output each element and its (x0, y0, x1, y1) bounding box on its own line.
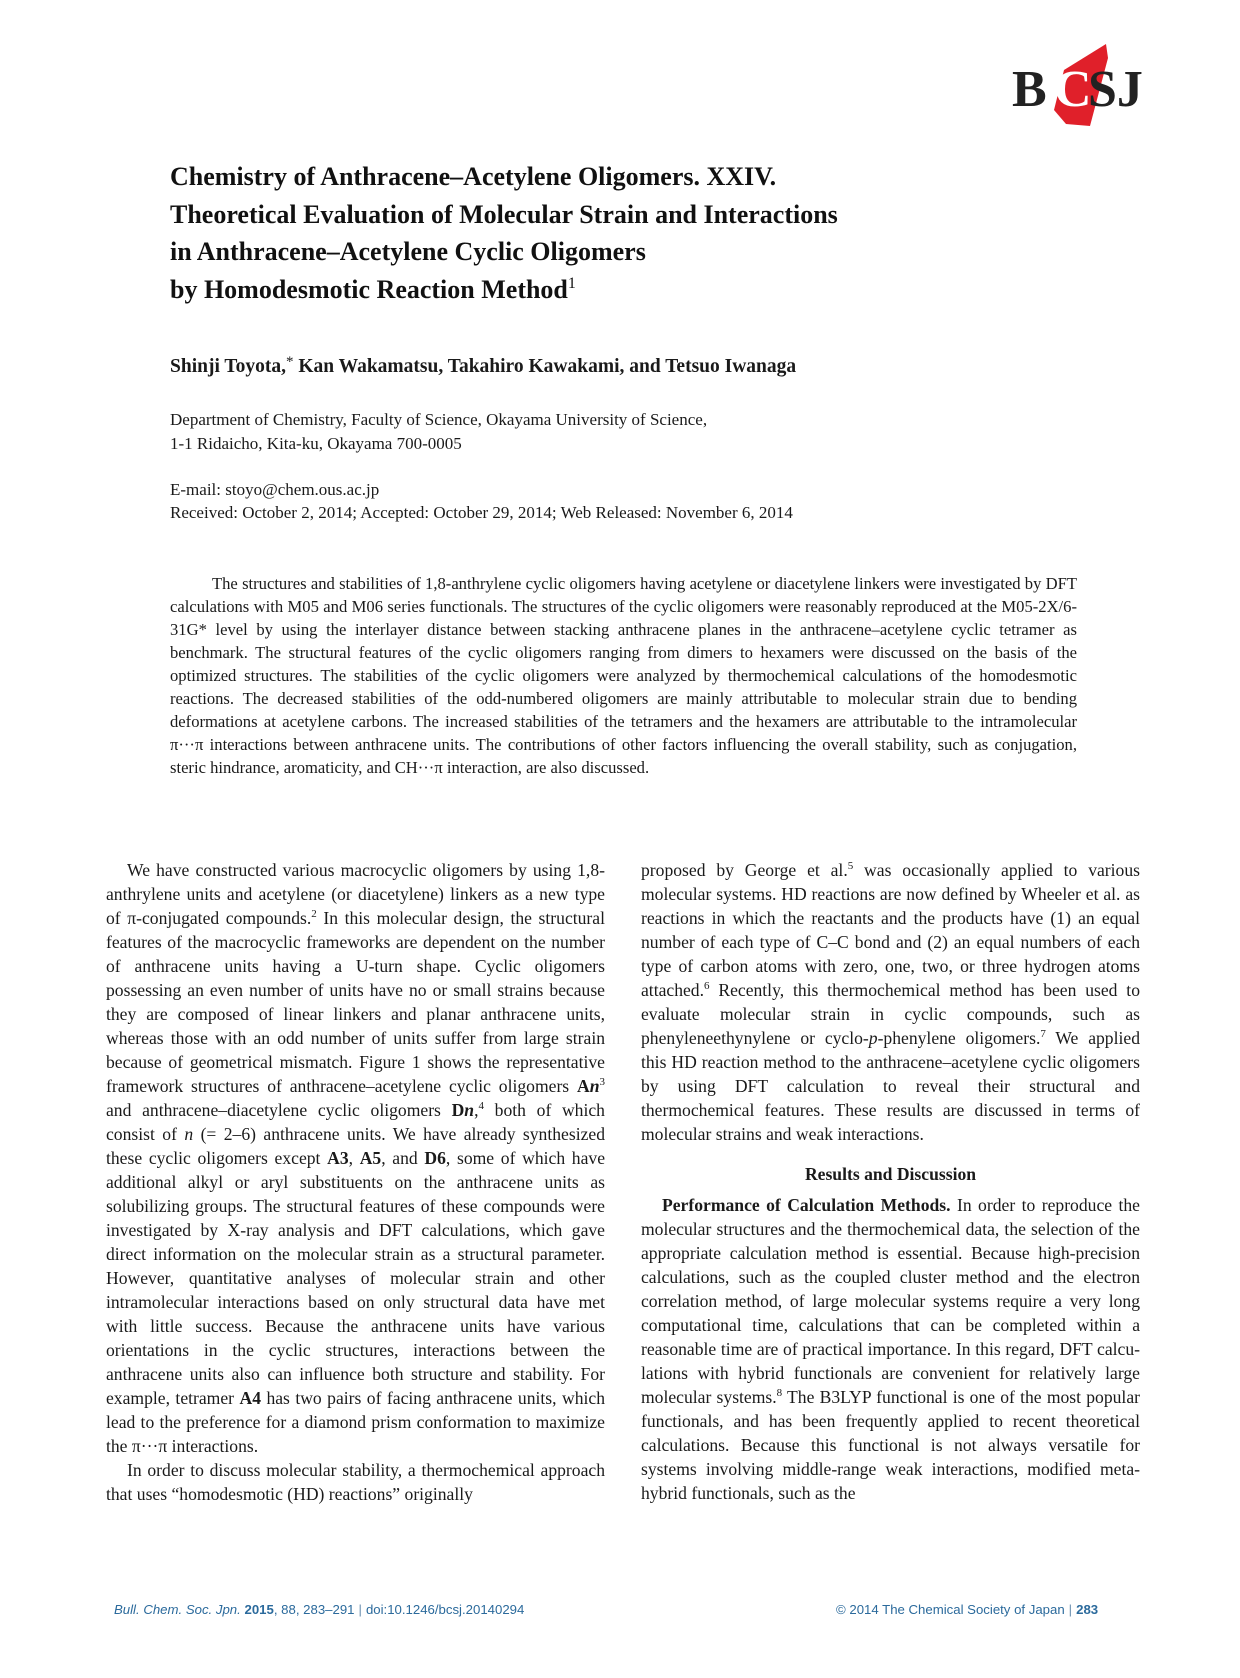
text-span: We have constructed various macrocyclic oligomers by using 1,8-anthrylene units and acetylene (or diacetylene) linkers as a new type of π-conjugated compounds. (106, 860, 605, 928)
text-span: (= 2–6) anthracene units. We have already synthesized these cyclic oligomers except (106, 1124, 605, 1168)
logo-letter-c: C (1054, 61, 1092, 118)
citation-ref: 7 (1040, 1028, 1046, 1040)
title-footnote-ref: 1 (567, 274, 576, 292)
author-first: Shinji Toyota, (170, 356, 286, 377)
text-span: and anthracene–diacetylene cyclic oligomers (106, 1100, 452, 1120)
text-span: Recently, this thermochemical method has been used to evaluate molecular strain in cyclic compounds, such as phenyleneethynylene or cyclo- (641, 980, 1140, 1048)
abstract: The structures and stabilities of 1,8-anthrylene cyclic oligomers having acetylene or diacetylene linkers were investigated by DFT calculations with M05 and M06 series functionals. The structures of the cyclic oligomers were reasonably reproduced at the M05-2X/6-31G* level by using the interlayer distance between stacking anthracene planes in the anthracene–acetylene cyclic tetramer as benchmark. The structural features of the cyclic oligomers ranging from dimers to hexamers were discussed on the basis of the optimized structures. The stabilities of the cyclic oligomers were analyzed by thermochemical calculations of the homodesmotic reactions. The decreased stabilities of the odd-numbered oligomers are mainly attributable to molecular strain due to bending deformations at acetylene carbons. The increased stabilities of the tetramers and the hexamers are attributable to the intramolecular π···π interactions between anthracene units. The contributions of other factors influencing the overall stability, such as conjugation, steric hindrance, aromaticity, and CH···π interaction, are also discussed. (170, 574, 1077, 777)
text-span: , and (381, 1148, 425, 1168)
text-span: -phenylene oligomers. (877, 1028, 1041, 1048)
affiliation-line-2: 1-1 Ridaicho, Kita-ku, Okayama 700-0005 (170, 434, 462, 453)
intro-paragraph-continued (641, 858, 1140, 1146)
text-span: , some of which have additional alkyl or aryl substituents on the anthracene units as solubilizing groups. The structural features of these compounds were investigated by X-ray analysis and DFT calculations, which gave direct information on the molecular strain as a structural parameter. However, quantitative analyses of molecular strain and other intramolecular interactions based on only structural data have met with little success. Because the anthracene units have various orientations in the cyclic structures, interactions between the anthracene units also can influence both structure and stability. For example, tetramer (106, 1148, 605, 1408)
compound-label-var: n (464, 1100, 475, 1120)
compound-label-var: n (589, 1076, 600, 1096)
title-line-4-text: by Homodesmotic Reaction Method (170, 274, 568, 304)
title-line-4 (170, 271, 1030, 309)
citation-ref: 6 (704, 980, 710, 992)
footer-journal: Bull. Chem. Soc. Jpn. (114, 1602, 241, 1617)
compound-label: A4 (239, 1388, 261, 1408)
footer-copyright-text: © 2014 The Chemical Society of Japan (836, 1602, 1065, 1617)
title-line-1: Chemistry of Anthracene–Acetylene Oligomers. XXIV. (170, 162, 777, 191)
received-dates: Received: October 2, 2014; Accepted: October 29, 2014; Web Released: November 6, 2014 (170, 503, 793, 522)
text-span: both of which consist of (106, 1100, 605, 1144)
section-heading: Results and Discussion (804, 1164, 977, 1184)
footer-doi-link[interactable]: doi:10.1246/bcsj.20140294 (365, 1602, 525, 1617)
variable: p (868, 1028, 878, 1048)
text-span: has two pairs of facing anthracene units, which lead to the preference for a diamond prism conformation to maximize the π···π interactions. (106, 1388, 605, 1456)
author-list (170, 354, 796, 378)
bcsj-logo (1010, 44, 1144, 126)
text-span: was occasionally applied to various molecular systems. HD reactions are now defined by Wheeler et al. as reactions in which the reactants and the products have (1) an equal number of each type of C–C bond and (2) an equal numbers of each type of carbon atoms with zero, one, two, or three hydrogen atoms attached. (641, 860, 1140, 1000)
corresponding-author-mark: * (285, 354, 294, 370)
footer-volume-pages: , 88, 283–291 (273, 1602, 355, 1617)
compound-label: D (451, 1100, 465, 1120)
logo-letter-b: B (1012, 61, 1047, 118)
compound-label: A3 (327, 1148, 349, 1168)
compound-label: D6 (424, 1148, 446, 1168)
footer-year: 2015 (244, 1602, 274, 1617)
citation-ref: 5 (847, 860, 854, 872)
author-rest: Kan Wakamatsu, Takahiro Kawakami, and Tetsuo Iwanaga (293, 356, 797, 377)
email: E-mail: stoyo@chem.ous.ac.jp (170, 480, 380, 499)
run-in-heading: Performance of Calculation Methods. (662, 1195, 951, 1215)
footer-citation (114, 1602, 524, 1617)
body-column-right (641, 858, 1140, 1505)
footer-separator: | (1068, 1602, 1073, 1617)
citation-ref: 2 (311, 908, 317, 920)
article-title (170, 158, 1030, 308)
body-column-left (106, 858, 605, 1506)
affiliation-line-1: Department of Chemistry, Faculty of Science, Okayama University of Science, (170, 410, 708, 429)
logo-letters-sj: SJ (1088, 61, 1143, 118)
intro-paragraph-1 (106, 858, 605, 1458)
citation-ref: 3 (599, 1076, 605, 1088)
text-span: We applied this HD reaction method to the anthracene–acetylene cyclic oligomers by using DFT calculation to reveal their structural and thermochemical features. These results are discussed in terms of molecular strains and weak interactions. (641, 1028, 1140, 1144)
citation-ref: 8 (776, 1387, 783, 1399)
citation-ref: 4 (478, 1100, 484, 1112)
footer-separator: | (358, 1602, 362, 1617)
title-line-2: Theoretical Evaluation of Molecular Strain and Interactions (170, 199, 838, 229)
page-number: 283 (1076, 1602, 1099, 1617)
text-span: , (348, 1148, 360, 1168)
results-paragraph-1 (641, 1193, 1140, 1505)
text-span: The B3LYP functional is one of the most popular functionals, and has been frequently applied to recent theoretical calculations. Because this functional is not always versatile for systems involving middle-range weak interactions, modified meta-hybrid functionals, such as the (641, 1387, 1140, 1503)
text-span: In this molecular design, the structural features of the macrocyclic frameworks are dependent on the number of anthracene units having a U-turn shape. Cyclic oligomers possessing an even number of units have no or small strains because they are composed of linear linkers and planar anthracene units, whereas those with an odd number of units suffer from large strain because of geometrical mismatch. Figure 1 shows the representative framework structures of anthracene–acetylene cyclic oligomers (106, 908, 605, 1096)
intro-paragraph-2: In order to discuss molecular stability, a thermochemical approach that uses “homodesmotic (HD) reactions” originally (106, 1460, 605, 1504)
variable: n (184, 1124, 194, 1144)
footer-copyright (836, 1602, 1098, 1617)
text-span: In order to reproduce the molecular structures and the thermochemical data, the selection of the appropriate calculation method is essential. Because high-precision calculations, such as the coupled cluster method and the electron correlation method, of large molecular systems require a very long computational time, calculations that can be completed within a reasonable time are of practical importance. In this regard, DFT calculations with hybrid functionals are convenient for relatively large molecular systems. (641, 1195, 1140, 1407)
title-line-3: in Anthracene–Acetylene Cyclic Oligomers (170, 237, 646, 266)
text-span: proposed by George et al. (641, 860, 848, 880)
compound-label: A5 (359, 1148, 382, 1168)
compound-label: A (576, 1076, 590, 1096)
text-span: , (474, 1100, 479, 1120)
